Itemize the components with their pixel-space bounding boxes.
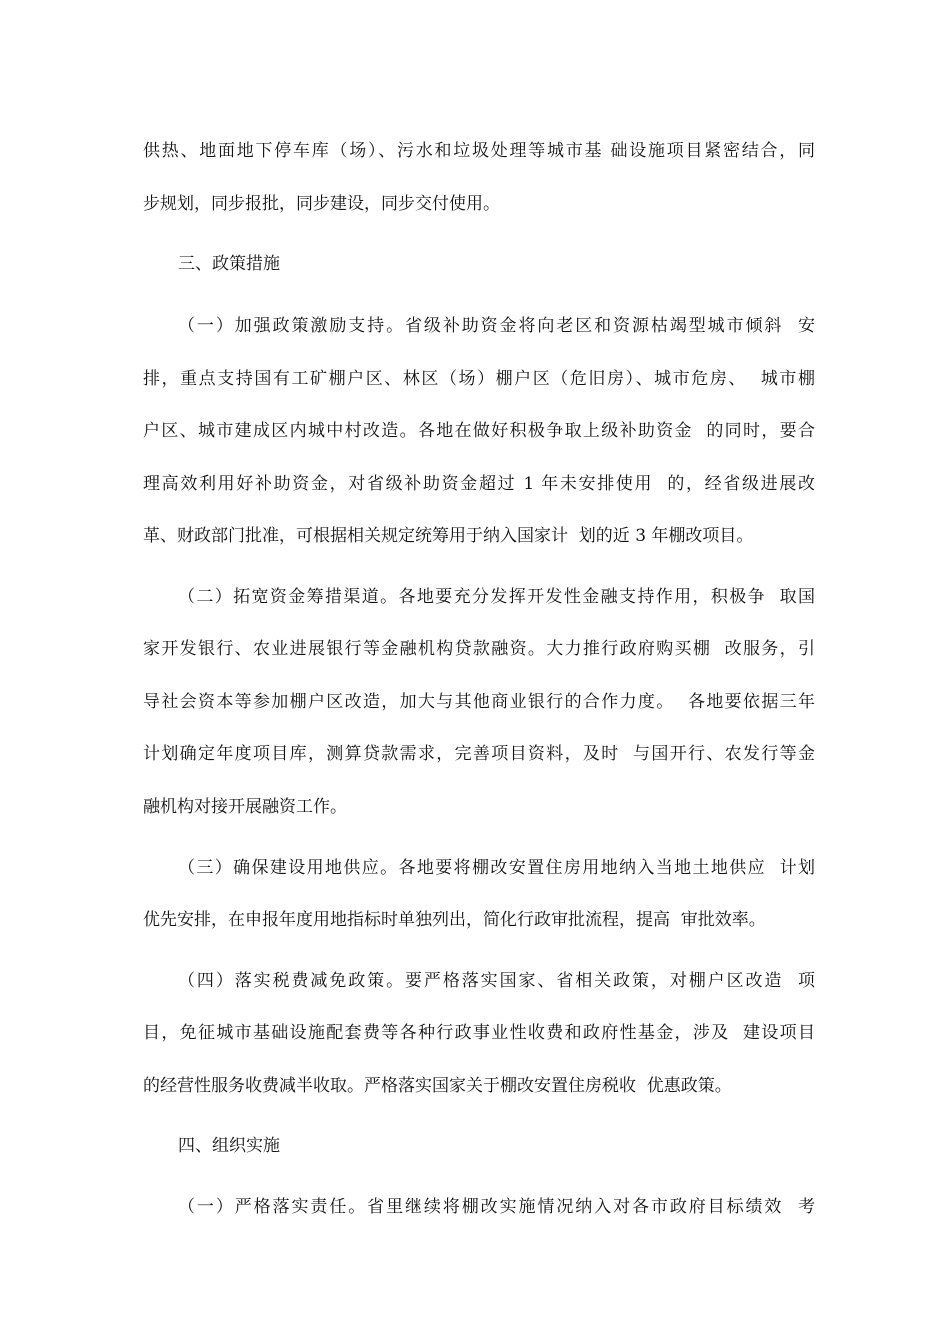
paragraph-line: （一）严格落实责任。省里继续将棚改实施情况纳入对各市政府目标绩效 考	[178, 1197, 815, 1217]
section-heading: 四、组织实施	[178, 1136, 280, 1156]
paragraph-line: 导社会资本等参加棚户区改造，加大与其他商业银行的合作力度。 各地要依据三年	[143, 692, 815, 712]
paragraph-line: （三）确保建设用地供应。各地要将棚改安置住房用地纳入当地土地供应 计划	[178, 858, 815, 878]
section-heading: 三、政策措施	[178, 254, 280, 274]
paragraph-line: （一）加强政策激励支持。省级补助资金将向老区和资源枯竭型城市倾斜 安	[178, 316, 815, 336]
paragraph-line: 供热、地面地下停车库（场）、污水和垃圾处理等城市基 础设施项目紧密结合，同	[143, 141, 815, 161]
paragraph-line: 排，重点支持国有工矿棚户区、林区（场）棚户区（危旧房）、城市危房、 城市棚	[143, 369, 815, 389]
paragraph-line: 家开发银行、农业进展银行等金融机构贷款融资。大力推行政府购买棚 改服务，引	[143, 639, 815, 659]
paragraph-line: 的经营性服务收费减半收取。严格落实国家关于棚改安置住房税收 优惠政策。	[143, 1076, 732, 1096]
paragraph-line: 优先安排，在申报年度用地指标时单独列出，简化行政审批流程，提高 审批效率。	[143, 910, 766, 930]
paragraph-line: 户区、城市建成区内城中村改造。各地在做好积极争取上级补助资金 的同时，要合	[143, 421, 815, 441]
paragraph-line: 步规划，同步报批，同步建设，同步交付使用。	[143, 194, 500, 214]
paragraph-line: （四）落实税费减免政策。要严格落实国家、省相关政策，对棚户区改造 项	[178, 971, 815, 991]
paragraph-line: 理高效利用好补助资金，对省级补助资金超过 1 年未安排使用 的，经省级进展改	[143, 474, 815, 494]
paragraph-line: 革、财政部门批准，可根据相关规定统筹用于纳入国家计 划的近 3 年棚改项目。	[143, 526, 754, 546]
paragraph-line: 融机构对接开展融资工作。	[143, 797, 347, 817]
paragraph-line: 目，免征城市基础设施配套费等各种行政事业性收费和政府性基金，涉及 建设项目	[143, 1023, 815, 1043]
paragraph-line: （二）拓宽资金筹措渠道。各地要充分发挥开发性金融支持作用，积极争 取国	[178, 587, 815, 607]
paragraph-line: 计划确定年度项目库，测算贷款需求，完善项目资料，及时 与国开行、农发行等金	[143, 744, 815, 764]
